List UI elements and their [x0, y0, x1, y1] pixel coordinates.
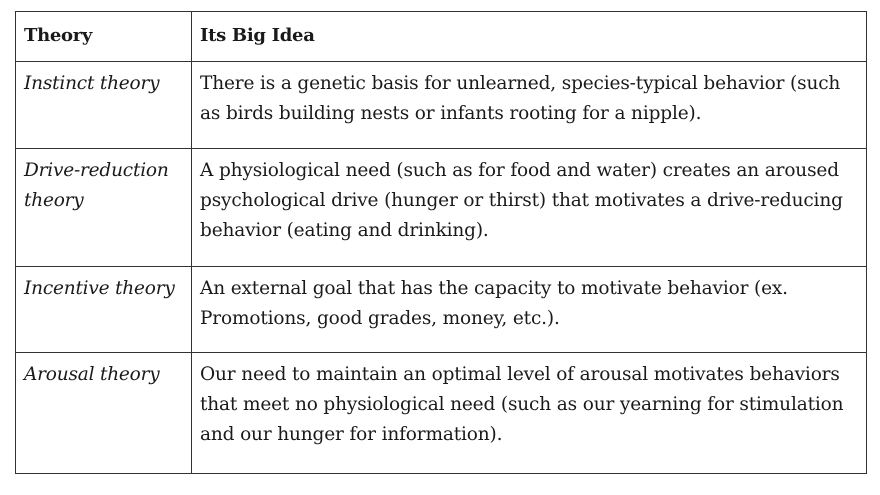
- motivation-theories-table: [15, 11, 867, 474]
- table-row: [16, 267, 867, 353]
- table-row: [16, 353, 867, 474]
- table-row: [16, 62, 867, 149]
- header-big-idea: Its Big Idea: [192, 12, 867, 62]
- big-idea-cell: There is a genetic basis for unlearned, species-typical behavior (such as birds building nests or infants rooting for a nipple).: [192, 62, 867, 149]
- theory-name-cell: Drive-reduction theory: [16, 149, 192, 267]
- table-row: [16, 149, 867, 267]
- big-idea-cell: A physiological need (such as for food and water) creates an aroused psychological drive (hunger or thirst) that motivates a drive-reducing behavior (eating and drinking).: [192, 149, 867, 267]
- theory-name-cell: Arousal theory: [16, 353, 192, 474]
- theory-name-cell: Instinct theory: [16, 62, 192, 149]
- big-idea-cell: An external goal that has the capacity to motivate behavior (ex. Promotions, good grades, money, etc.).: [192, 267, 867, 353]
- table-header-row: [16, 12, 867, 62]
- header-theory: Theory: [16, 12, 192, 62]
- big-idea-cell: Our need to maintain an optimal level of arousal motivates behaviors that meet no physiological need (such as our yearning for stimulation and our hunger for information).: [192, 353, 867, 474]
- theory-name-cell: Incentive theory: [16, 267, 192, 353]
